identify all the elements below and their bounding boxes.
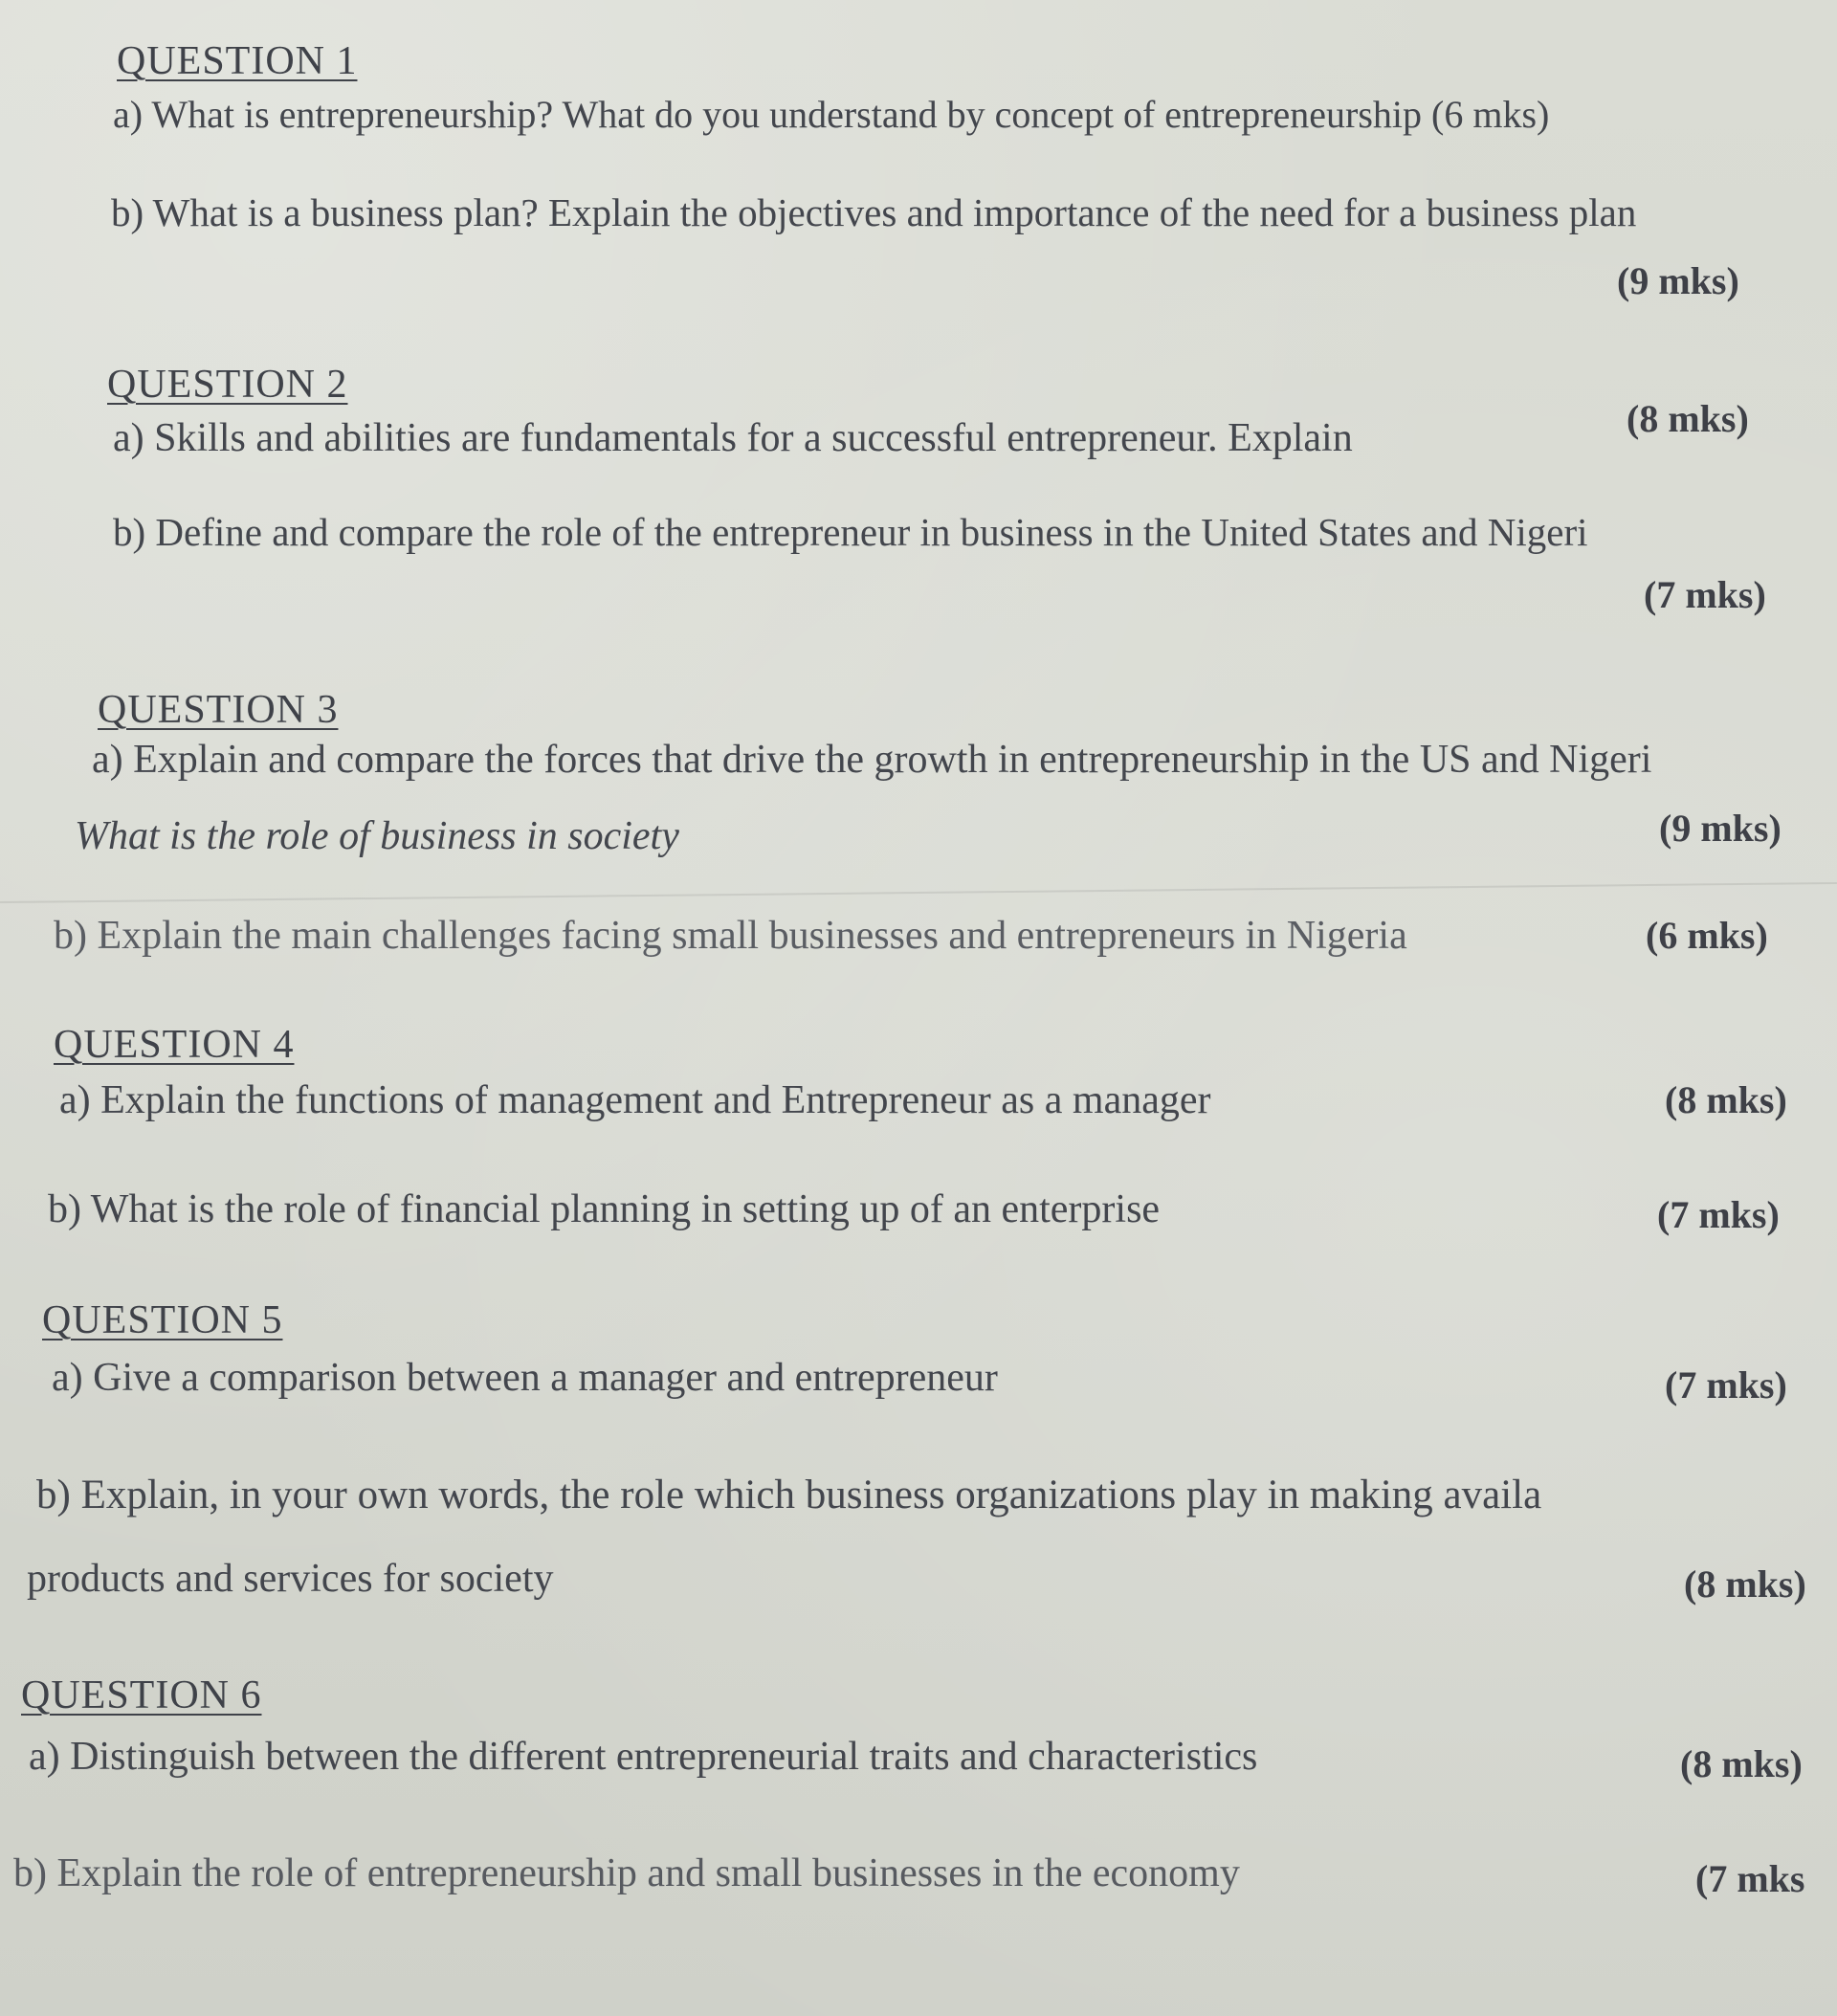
question-6b-marks: (7 mks: [1695, 1857, 1805, 1900]
question-3a-text-cont: What is the role of business in society: [75, 814, 679, 858]
question-5a-text: a) Give a comparison between a manager and entrepreneur: [52, 1356, 998, 1400]
question-5a-marks: (7 mks): [1665, 1363, 1787, 1407]
question-4-heading: QUESTION 4: [54, 1023, 295, 1067]
question-6a-marks: (8 mks): [1680, 1742, 1803, 1785]
question-6-heading: QUESTION 6: [21, 1673, 262, 1717]
question-4b-text: b) What is the role of financial planning in setting up of an enterprise: [48, 1187, 1161, 1231]
question-3-heading: QUESTION 3: [98, 688, 339, 732]
question-4a-marks: (8 mks): [1665, 1078, 1787, 1121]
question-5-heading: QUESTION 5: [42, 1298, 283, 1342]
question-3a-marks: (9 mks): [1659, 807, 1782, 850]
question-1b-text: b) What is a business plan? Explain the objectives and importance of the need for a business plan: [111, 190, 1637, 234]
paper-fold: [0, 882, 1837, 903]
question-3a-text: a) Explain and compare the forces that drive the growth in entrepreneurship in the US and Nigeri: [92, 738, 1652, 782]
question-1-heading: QUESTION 1: [117, 39, 358, 83]
question-6a-text: a) Distinguish between the different entrepreneurial traits and characteristics: [29, 1735, 1258, 1779]
question-3b-marks: (6 mks): [1646, 914, 1768, 957]
question-5b-text: b) Explain, in your own words, the role which business organizations play in making availa: [36, 1473, 1542, 1518]
question-6b-text: b) Explain the role of entrepreneurship and small businesses in the economy: [13, 1851, 1240, 1895]
question-4a-text: a) Explain the functions of management and Entrepreneur as a manager: [59, 1078, 1211, 1122]
question-1a-text: a) What is entrepreneurship? What do you understand by concept of entrepreneurship (6 mks): [113, 93, 1550, 136]
question-2b-text: b) Define and compare the role of the entrepreneur in business in the United States and Nigeri: [113, 510, 1588, 554]
question-2b-marks: (7 mks): [1644, 573, 1766, 616]
question-2a-marks: (8 mks): [1627, 397, 1749, 440]
question-5b-marks: (8 mks): [1684, 1562, 1806, 1606]
question-3b-text: b) Explain the main challenges facing small businesses and entrepreneurs in Nigeria: [54, 914, 1407, 958]
question-4b-marks: (7 mks): [1657, 1193, 1780, 1236]
question-5b-text-cont: products and services for society: [27, 1557, 554, 1601]
question-1b-marks: (9 mks): [1617, 259, 1739, 302]
question-2a-text: a) Skills and abilities are fundamentals for a successful entrepreneur. Explain: [113, 416, 1353, 460]
question-2-heading: QUESTION 2: [107, 363, 348, 407]
